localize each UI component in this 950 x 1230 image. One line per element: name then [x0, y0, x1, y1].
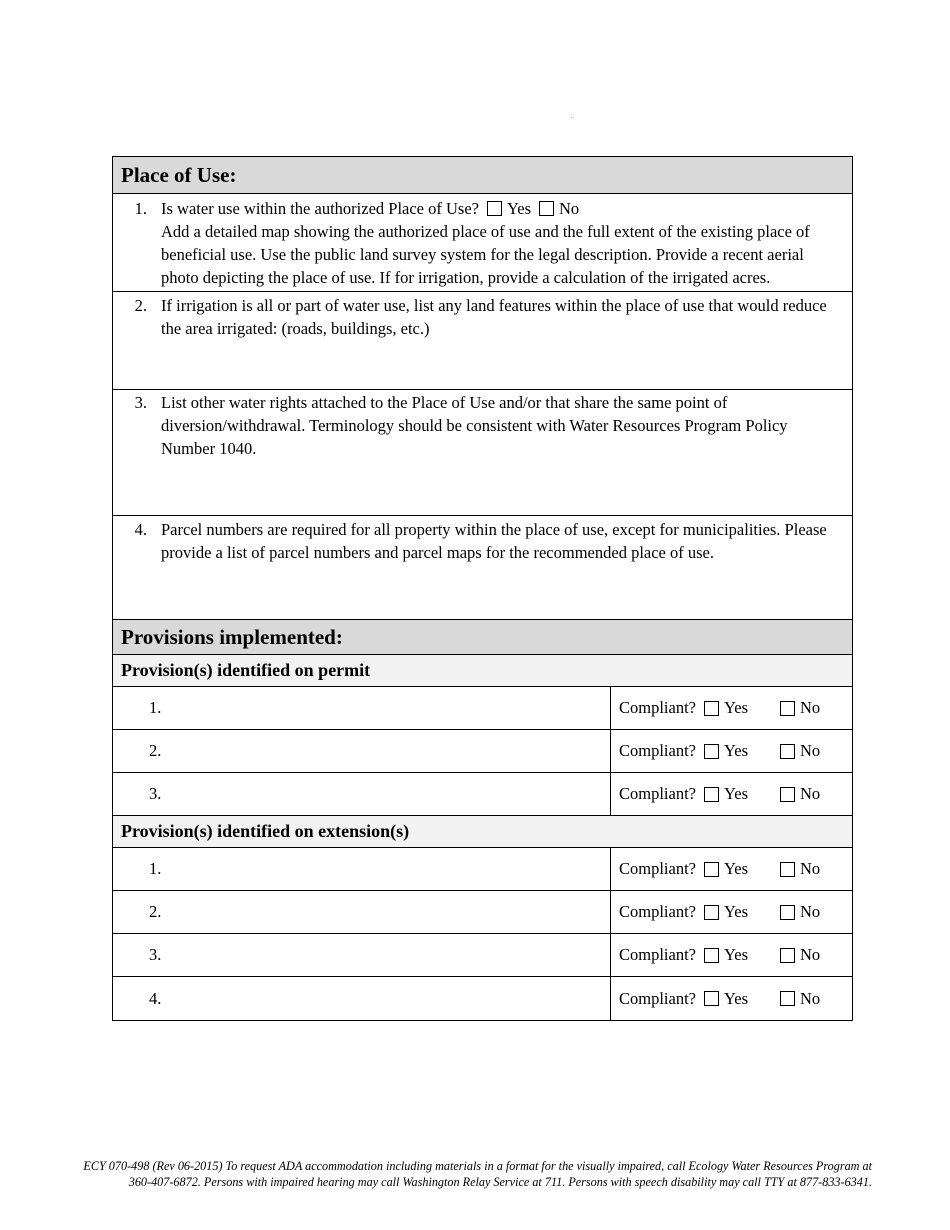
- question-3[interactable]: [113, 390, 852, 516]
- provision-number: 4.: [149, 988, 162, 1008]
- place-of-use-title: Place of Use:: [121, 162, 237, 187]
- provision-number: 2.: [149, 741, 162, 760]
- compliant-no-checkbox[interactable]: [780, 787, 795, 802]
- compliant-no-label: No: [800, 859, 821, 878]
- question-2[interactable]: [113, 292, 852, 390]
- provision-entry[interactable]: [113, 687, 611, 729]
- provision-entry[interactable]: [113, 934, 611, 976]
- compliant-no-label: No: [800, 945, 821, 964]
- question-1-no-checkbox[interactable]: [539, 201, 554, 216]
- question-1-text: Is water use within the authorized Place of Use?: [161, 199, 479, 218]
- form-table: [112, 156, 853, 1021]
- provision-entry[interactable]: [113, 977, 611, 1020]
- compliant-yes-checkbox[interactable]: [704, 905, 719, 920]
- provision-entry[interactable]: [113, 730, 611, 772]
- compliant-no-checkbox[interactable]: [780, 991, 795, 1006]
- permit-provisions-subheader: [113, 655, 852, 687]
- question-1-detail: Add a detailed map showing the authorized place of use and the full extent of the existing place of beneficial use. Use the public land survey system for the legal description. Provide a recent aerial photo depicting the place of use. If for irrigation, provide a calculation of the irrigated acres.: [161, 222, 810, 287]
- compliant-label: Compliant?: [619, 988, 696, 1008]
- question-4-text: Parcel numbers are required for all property within the place of use, except for municipalities. Please provide a list of parcel numbers and parcel maps for the recommended place of use.: [161, 520, 827, 562]
- compliant-yes-label: Yes: [724, 945, 749, 964]
- provision-number: 3.: [149, 945, 162, 964]
- compliant-yes-checkbox[interactable]: [704, 787, 719, 802]
- compliant-label: Compliant?: [619, 902, 696, 921]
- form-footer: [40, 1158, 872, 1190]
- extension-provisions-list: [113, 848, 852, 1020]
- compliant-no-label: No: [800, 902, 821, 921]
- footer-line-2: 360-407-6872. Persons with impaired hearing may call Washington Relay Service at 711. Persons with speech disability may call TTY at 877-833-6341.: [128, 1175, 872, 1189]
- extension-provisions-title: Provision(s) identified on extension(s): [121, 821, 410, 841]
- compliant-label: Compliant?: [619, 859, 696, 878]
- footer-line-1: ECY 070-498 (Rev 06-2015) To request ADA accommodation including materials in a format for the visually impaired, call Ecology Water Resources Program at: [83, 1159, 872, 1173]
- compliant-label: Compliant?: [619, 741, 696, 760]
- provision-number: 1.: [149, 698, 162, 717]
- compliant-no-checkbox[interactable]: [780, 744, 795, 759]
- compliant-label: Compliant?: [619, 698, 696, 717]
- question-4[interactable]: [113, 516, 852, 619]
- question-1-yes-checkbox[interactable]: [487, 201, 502, 216]
- provisions-header: [113, 619, 852, 655]
- compliant-yes-label: Yes: [724, 902, 749, 921]
- provisions-title: Provisions implemented:: [121, 624, 343, 649]
- question-number: 1.: [134, 199, 147, 218]
- compliant-no-label: No: [800, 988, 821, 1008]
- compliant-label: Compliant?: [619, 945, 696, 964]
- question-2-text: If irrigation is all or part of water use, list any land features within the place of use that would reduce the area irrigated: (roads, buildings, etc.): [161, 296, 827, 338]
- permit-provisions-title: Provision(s) identified on permit: [121, 660, 371, 680]
- compliant-no-checkbox[interactable]: [780, 862, 795, 877]
- provision-number: 3.: [149, 784, 162, 803]
- question-3-text: List other water rights attached to the Place of Use and/or that share the same point of diversion/withdrawal. Terminology should be consistent with Water Resources Program Policy Number 1040.: [161, 393, 788, 458]
- permit-provisions-list: [113, 687, 852, 816]
- provision-row: [113, 977, 852, 1020]
- compliant-no-label: No: [800, 784, 821, 803]
- compliant-yes-checkbox[interactable]: [704, 948, 719, 963]
- compliant-yes-checkbox[interactable]: [704, 701, 719, 716]
- provision-number: 1.: [149, 859, 162, 878]
- compliant-yes-checkbox[interactable]: [704, 862, 719, 877]
- provision-row: [113, 934, 852, 977]
- compliant-yes-label: Yes: [724, 741, 749, 760]
- question-1: [113, 194, 852, 292]
- compliant-no-checkbox[interactable]: [780, 905, 795, 920]
- compliant-yes-label: Yes: [724, 698, 749, 717]
- compliant-no-checkbox[interactable]: [780, 701, 795, 716]
- page-mark: [571, 117, 572, 118]
- question-number: 3.: [134, 393, 147, 412]
- provision-row: [113, 891, 852, 934]
- compliant-no-label: No: [800, 698, 821, 717]
- question-1-no-label: No: [559, 199, 580, 218]
- extension-provisions-subheader: [113, 816, 852, 848]
- question-number: 4.: [134, 520, 147, 539]
- compliant-yes-label: Yes: [724, 859, 749, 878]
- compliant-label: Compliant?: [619, 784, 696, 803]
- compliant-no-label: No: [800, 741, 821, 760]
- question-number: 2.: [134, 296, 147, 315]
- question-1-yes-label: Yes: [506, 199, 531, 218]
- compliant-yes-label: Yes: [724, 988, 749, 1008]
- provision-entry[interactable]: [113, 773, 611, 815]
- provision-entry[interactable]: [113, 848, 611, 890]
- provision-row: [113, 730, 852, 773]
- compliant-yes-checkbox[interactable]: [704, 744, 719, 759]
- provision-row: [113, 687, 852, 730]
- provision-row: [113, 773, 852, 816]
- place-of-use-header: [113, 157, 852, 194]
- provision-entry[interactable]: [113, 891, 611, 933]
- compliant-no-checkbox[interactable]: [780, 948, 795, 963]
- compliant-yes-checkbox[interactable]: [704, 991, 719, 1006]
- provision-row: [113, 848, 852, 891]
- provision-number: 2.: [149, 902, 162, 921]
- compliant-yes-label: Yes: [724, 784, 749, 803]
